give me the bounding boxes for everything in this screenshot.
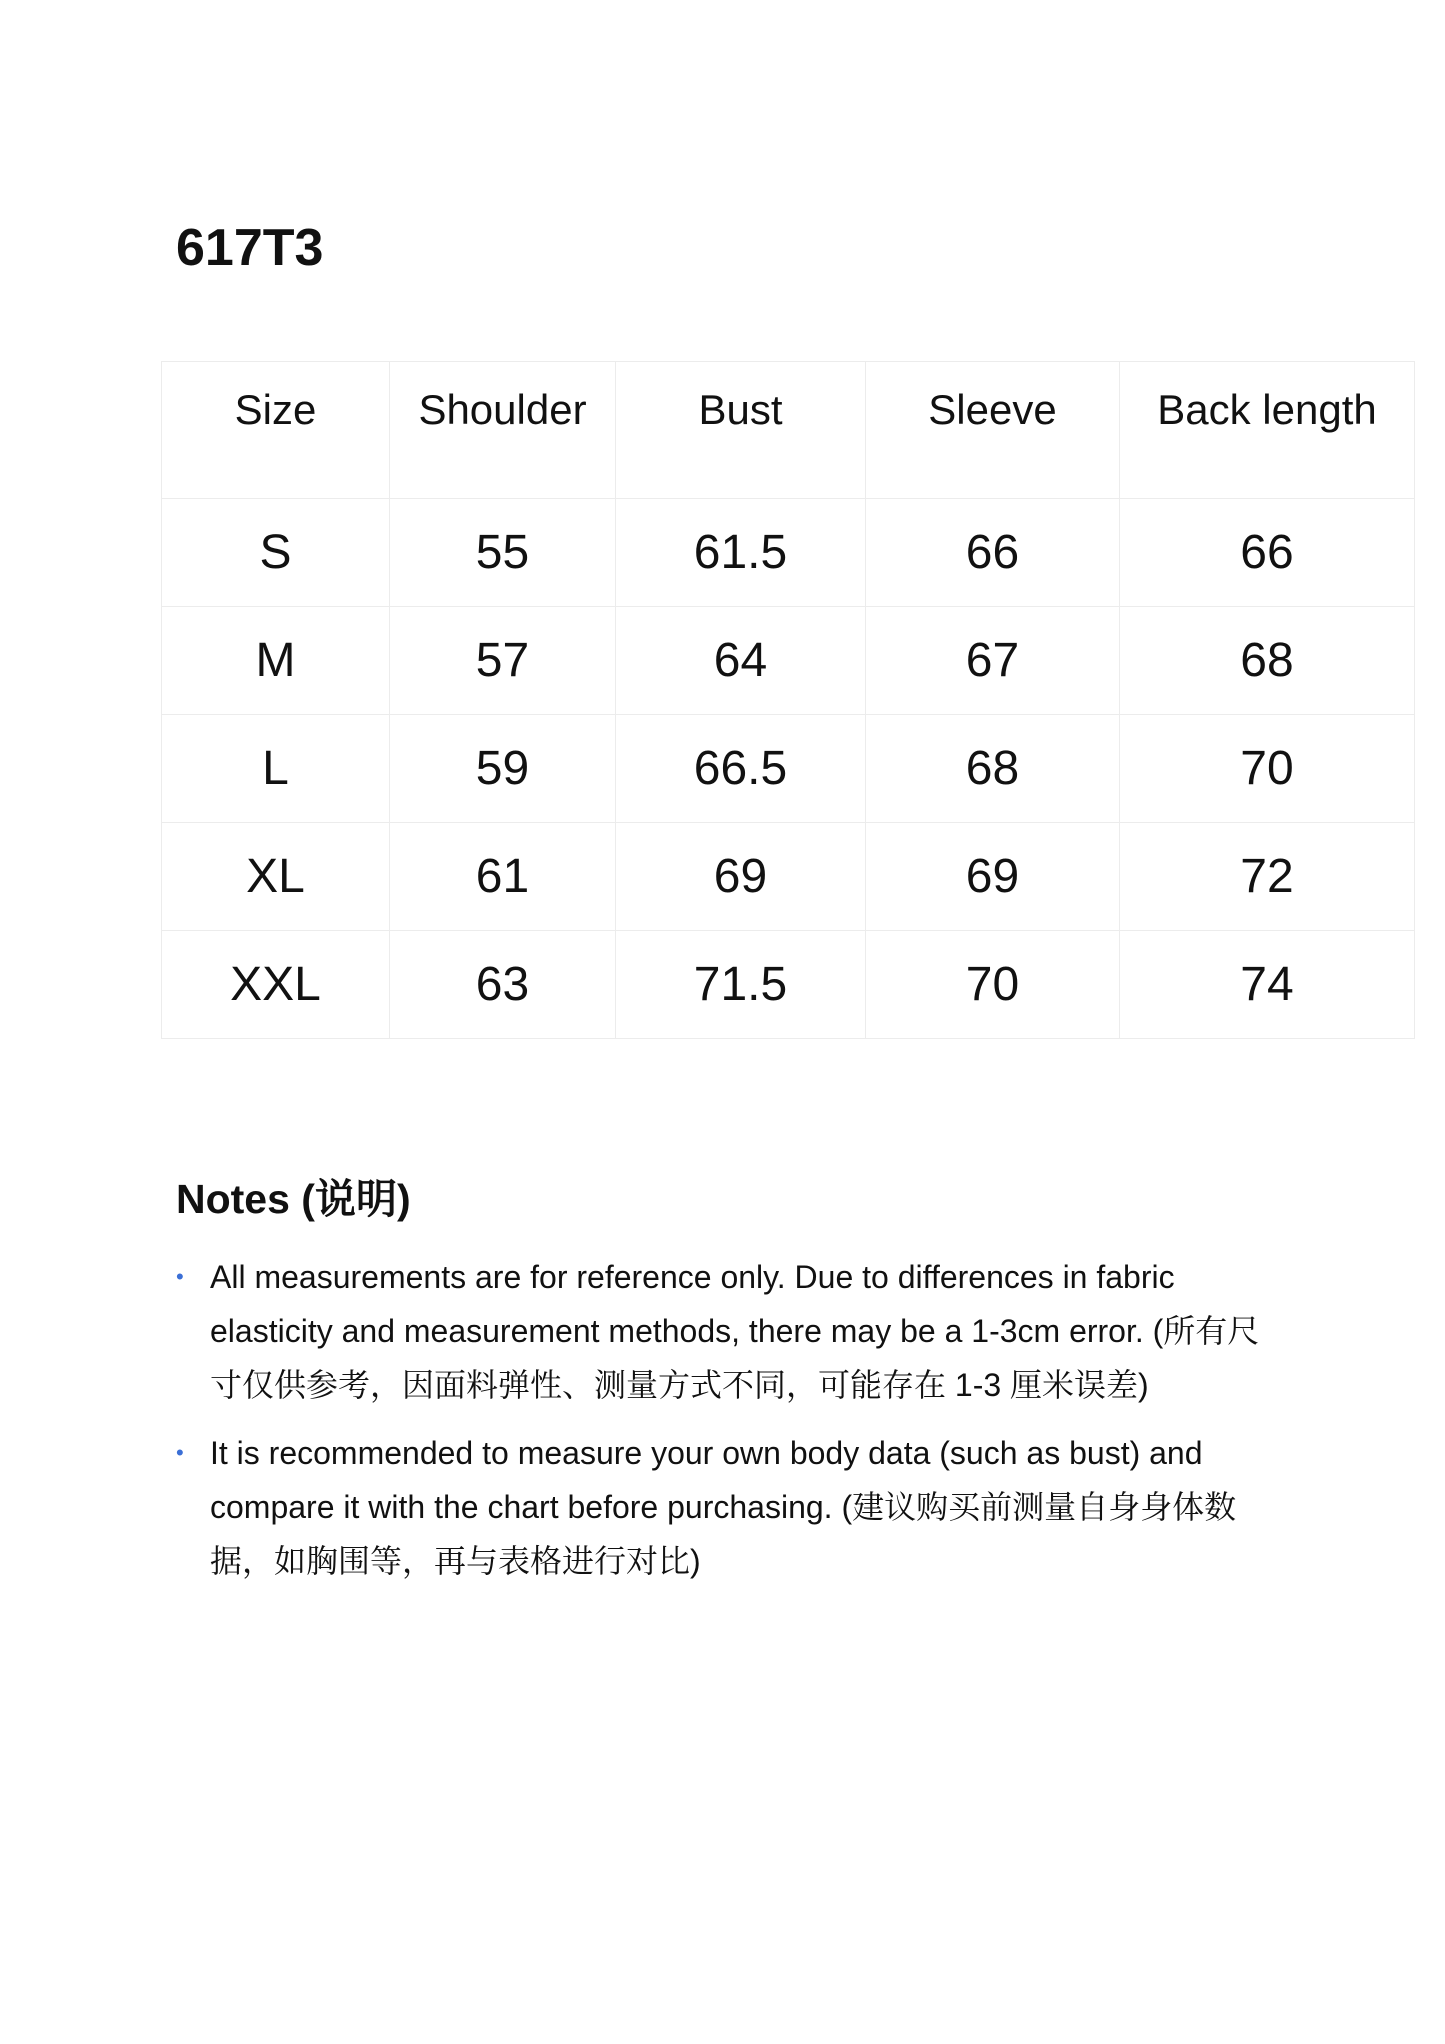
header-sleeve: Sleeve — [866, 362, 1120, 499]
cell-sleeve: 66 — [866, 499, 1120, 607]
cell-shoulder: 55 — [390, 499, 616, 607]
cell-size: M — [162, 607, 390, 715]
cell-shoulder: 63 — [390, 931, 616, 1039]
cell-back-length: 70 — [1120, 715, 1415, 823]
notes-heading: Notes (说明) — [176, 1176, 411, 1222]
page-title: 617T3 — [176, 219, 324, 277]
header-shoulder: Shoulder — [390, 362, 616, 499]
cell-back-length: 72 — [1120, 823, 1415, 931]
cell-size: XXL — [162, 931, 390, 1039]
cell-sleeve: 70 — [866, 931, 1120, 1039]
note-text: All measurements are for reference only. Due to differences in fabric elasticity and measurement methods, there may be a 1-3cm error. (所有尺寸仅供参考，因面料弹性、测量方式不同，可能存在 1-3 厘米误差) — [210, 1259, 1260, 1403]
bullet-dot-icon: • — [176, 1264, 184, 1289]
cell-size: XL — [162, 823, 390, 931]
cell-bust: 64 — [616, 607, 866, 715]
table-row — [162, 715, 1415, 823]
size-chart-table — [161, 361, 1415, 1039]
header-bust: Bust — [616, 362, 866, 499]
cell-bust: 66.5 — [616, 715, 866, 823]
notes-list — [176, 1250, 1286, 1602]
cell-back-length: 74 — [1120, 931, 1415, 1039]
cell-bust: 69 — [616, 823, 866, 931]
cell-sleeve: 69 — [866, 823, 1120, 931]
note-item — [176, 1250, 1286, 1412]
cell-sleeve: 67 — [866, 607, 1120, 715]
cell-bust: 61.5 — [616, 499, 866, 607]
cell-size: L — [162, 715, 390, 823]
cell-back-length: 68 — [1120, 607, 1415, 715]
note-text: It is recommended to measure your own body data (such as bust) and compare it with the chart before purchasing. (建议购买前测量自身身体数据，如胸围等，再与表格进行对比) — [210, 1435, 1237, 1579]
table-header-row — [162, 362, 1415, 499]
cell-shoulder: 61 — [390, 823, 616, 931]
cell-shoulder: 59 — [390, 715, 616, 823]
cell-sleeve: 68 — [866, 715, 1120, 823]
table-row — [162, 607, 1415, 715]
cell-shoulder: 57 — [390, 607, 616, 715]
cell-back-length: 66 — [1120, 499, 1415, 607]
cell-bust: 71.5 — [616, 931, 866, 1039]
table-row — [162, 931, 1415, 1039]
header-back-length: Back length — [1120, 362, 1415, 499]
header-size: Size — [162, 362, 390, 499]
bullet-dot-icon: • — [176, 1440, 184, 1465]
cell-size: S — [162, 499, 390, 607]
table-row — [162, 823, 1415, 931]
table-row — [162, 499, 1415, 607]
note-item — [176, 1426, 1286, 1588]
